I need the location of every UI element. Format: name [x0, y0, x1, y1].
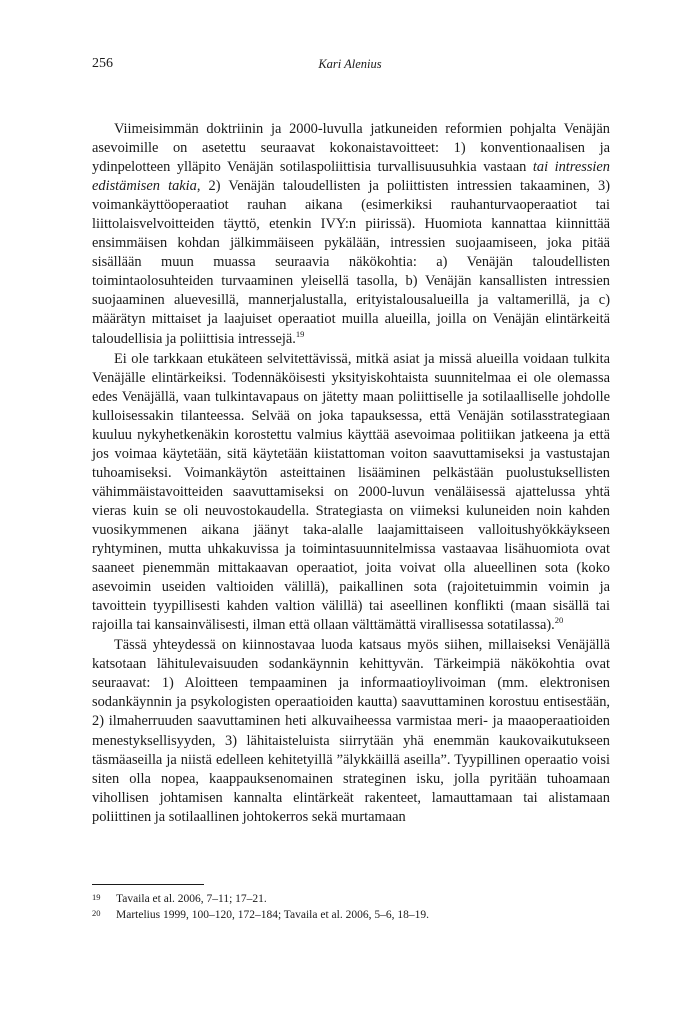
body-text [92, 120, 610, 827]
footnote-number: 20 [92, 908, 101, 918]
page-number: 256 [92, 56, 113, 71]
footnote-ref-20[interactable]: 20 [554, 615, 564, 626]
footnote-number: 19 [92, 892, 101, 902]
page-header [92, 56, 608, 76]
footnote-divider [92, 884, 204, 885]
footnote-ref-19[interactable]: 19 [295, 328, 305, 339]
paragraph-2: Ei ole tarkkaan etukäteen selvitettävissä, mitkä asiat ja missä alueilla voidaan tulkita Venäjälle elintärkeiksi. Todennäköisesti yksityiskohtaista suunnitelmaa ei ole olemassa edes Venäjällä, vaan tulkintavapaus on jätetty maan poliittiselle ja sotilaalliselle johdolle kulloisessakin tilanteessa. Selvää on joka tapauksessa, että Venäjän sotilasstrategiaan kuuluu nykyhetkenäkin korostettu valmius käyttää asevoimaa politiikan jatkeena ja että jos voimaa käytetään, sitä käytetään kiistattoman voiton saavuttamiseksi ja vastustajan tuhoamiseksi. Voimankäytön asteittainen lisääminen pelkästään puolustuksellisten vähimmäistavoitteiden saavuttamiseksi on 2000-luvun venäläisessä ajattelussa yhtä vieras kuin se oli neuvostokaudella. Strategiasta on viimeksi kuluneiden noin kahden vuosikymmenen aikana jäänyt taka-alalle laajamittaiseen valloitushyökkäykseen ryhtyminen, mutta uhkakuvissa ja toimintasuunnitelmissa vastaavaa lisähuomiota ovat saaneet pienemmän mittakaavan operaatiot, joita voivat olla alueellinen sota (koko asevoimin useiden valtioiden välillä), paikallinen sota (rajoitetuimmin voimin ja tavoittein tyypillisesti kahden valtion välillä) tai aseellinen konflikti (maan sisällä tai rajoilla tai kansainvälisesti, ilman että ollaan välttämättä virallisessa sotatilassa).$^{20}$ [92, 350, 610, 634]
italic-phrase: tai intressien edistämisen takia [92, 159, 611, 195]
paragraph-3: Tässä yhteydessä on kiinnostavaa luoda katsaus myös siihen, millaiseksi Venäjällä katsotaan lähitulevaisuuden sodankäynnin kehittyvän. Tärkeimpiä näkökohtia ovat seuraavat: 1) Aloitteen tempaaminen ja informaatioylivoiman (mm. elektronisen sodankäynnin ja psykologisten operaatioiden kautta) saavuttaminen korostuu entisestään, 2) ilmaherruuden saavuttaminen heti alkuvaiheessa varmistaa meri- ja maaoperaatioiden menestyksellisyyden, 3) lähitaisteluista siirrytään yhä enemmän kaukovaikutukseen täsmäaseilla ja niistä edelleen kehitetyillä ”älykkäillä aseilla”. Tyypillinen operaatio voisi siten olla nopea, kaappauksenomainen strateginen isku, jolla pyritään tuhoamaan vihollisen johtamisen kannalta elintärkeät rakenteet, lamauttamaan tai alistamaan poliittinen ja sotilaallinen johtokerros sekä murtamaan [92, 637, 610, 825]
footnote-text: Tavaila et al. 2006, 7–11; 17–21. [116, 893, 267, 905]
paragraph-1: Viimeisimmän doktriinin ja 2000-luvulla jatkuneiden reformien pohjalta Venäjän asevoimille on asetettu seuraavat kokonaistavoitteet: 1) konventionaalisen ja ydinpelotteen ylläpito Venäjän sotilaspoliittisia turvallisuusuhkia vastaan tai intressien edistämisen takia, 2) Venäjän taloudellisten ja poliittisten intressien takaaminen, 3) voimankäyttöoperaatiot rauhan aikana (esimerkiksi rauhanturvaoperaatiot tai liittolaisvelvoitteiden täyttö, etenkin IVY:n piirissä). Huomiota kannattaa kiinnittää ensimmäisen kohdan jälkimmäiseen pykälään, intressien suojaamiseen, joka pitää sisällään muun muassa seuraavia näkökohtia: a) Venäjän taloudellisten toimintaolosuhteiden turvaaminen yleisellä tasolla, b) Venäjän kansallisten intressien suojaaminen aluevesillä, mannerjalustalla, erityistalousalueilla ja valtamerillä, ja c) määrätyn mittaiset ja laajuiset operaatiot muilla alueilla, joilla on Venäjän elintärkeitä taloudellisia ja poliittisia intressejä.$^{19}$ [92, 121, 611, 347]
footnote-20 [92, 907, 610, 923]
footnote-text: Martelius 1999, 100–120, 172–184; Tavaila et al. 2006, 5–6, 18–19. [116, 909, 429, 921]
footnotes [92, 884, 610, 923]
running-head-author: Kari Alenius [318, 57, 382, 71]
footnote-19 [92, 891, 610, 907]
